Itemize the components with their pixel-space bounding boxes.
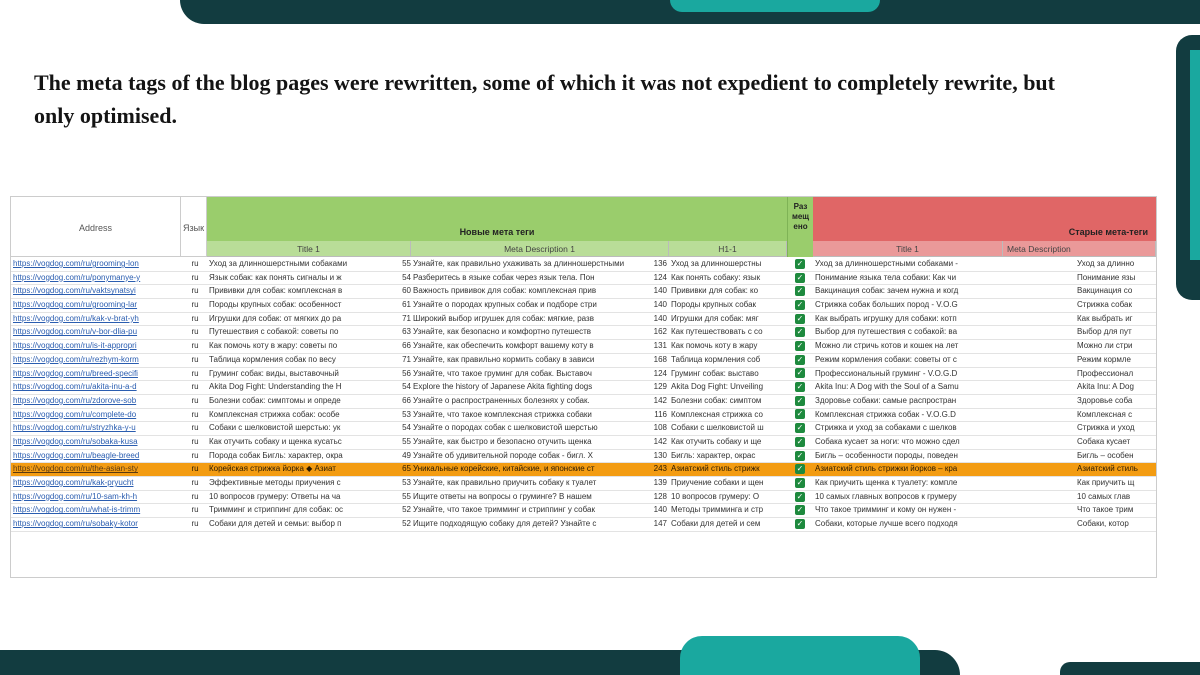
checkbox-checked-icon[interactable]: ✓ [796,313,804,323]
header-old-meta: Старые мета-теги [813,197,1156,241]
cell-meta-desc-old: Akita Inu: A Dog [1077,382,1134,392]
cell-title-old: Можно ли стричь котов и кошек на лет [815,341,959,351]
cell-desc-length: 140 [653,286,667,296]
table-row [11,491,1156,505]
cell-title-new: Корейская стрижка йорка ◆ Азиат [209,464,336,474]
cell-meta-desc-new: Узнайте о распространенных болезнях у собак. [413,395,590,405]
cell-title-old: Стрижка и уход за собаками с шелков [815,423,957,433]
cell-lang: ru [191,259,199,268]
cell-address[interactable]: https://vogdog.com/ru/breed-specifi [13,368,138,378]
cell-lang: ru [191,368,199,378]
cell-placed-check[interactable] [787,313,813,326]
table-row [11,368,1156,382]
cell-meta-desc-new: Ищите подходящую собаку для детей? Узнайте с [413,519,597,529]
cell-lang: ru [191,286,199,296]
cell-title-old: 10 самых главных вопросов к грумеру [815,491,957,501]
cell-address[interactable]: https://vogdog.com/ru/is-it-appropri [13,341,137,351]
table-row [11,422,1156,436]
cell-meta-desc-new: Разберитесь в языке собак через язык тела. Пон [413,272,595,282]
table-row [11,409,1156,423]
cell-title-old: Вакцинация собак: зачем нужна и когд [815,286,959,296]
cell-desc-length: 140 [653,300,667,310]
cell-title-new: Таблица кормления собак по весу [209,354,336,364]
cell-title-length: 55 [402,259,411,268]
right-decor-accent [1190,50,1200,260]
cell-address[interactable]: https://vogdog.com/ru/stryzhka-y-u [13,423,136,433]
cell-meta-desc-new: Узнайте, как обеспечить комфорт вашему коту в [413,341,594,351]
cell-desc-length: 128 [653,491,667,501]
cell-placed-check[interactable] [787,381,813,394]
cell-placed-check[interactable] [787,518,813,531]
cell-address[interactable]: https://vogdog.com/ru/sobaka-kusa [13,436,138,446]
cell-title-new: Прививки для собак: комплексная в [209,286,343,296]
cell-title-new: Эффективные методы приучения с [209,478,341,487]
cell-lang: ru [191,450,199,460]
cell-title-length: 61 [402,300,411,310]
cell-h1: Методы тримминга и стр [671,505,764,515]
cell-meta-desc-old: Выбор для пут [1077,327,1132,337]
cell-placed-check[interactable] [787,491,813,504]
cell-meta-desc-old: 10 самых глав [1077,491,1131,501]
cell-title-old: Как выбрать игрушку для собаки: котп [815,313,957,323]
cell-meta-desc-old: Вакцинация со [1077,286,1133,296]
cell-placed-check[interactable] [787,299,813,312]
subheader-h1: H1-1 [669,241,787,257]
cell-lang: ru [191,491,199,501]
cell-desc-length: 147 [653,519,667,529]
cell-meta-desc-old: Азиатский стиль [1077,464,1138,474]
cell-placed-check[interactable] [787,409,813,422]
cell-lang: ru [191,519,199,529]
checkbox-checked-icon[interactable]: ✓ [796,258,804,268]
cell-title-old: Собаки, которые лучше всего подходя [815,519,958,529]
checkbox-checked-icon[interactable]: ✓ [796,477,804,487]
cell-lang: ru [191,505,199,515]
cell-desc-length: 142 [653,436,667,446]
cell-meta-desc-new: Важность прививок для собак: комплексная прив [413,286,597,296]
checkbox-checked-icon[interactable]: ✓ [796,491,804,501]
cell-desc-length: 168 [653,354,667,364]
cell-h1: Уход за длинношерстны [671,259,762,268]
subheader-meta-desc-old: Meta Description [1003,241,1156,257]
cell-title-new: Болезни собак: симптомы и опреде [209,395,341,405]
cell-meta-desc-old: Профессионал [1077,368,1134,378]
cell-lang: ru [191,382,199,392]
cell-meta-desc-old: Уход за длинно [1077,259,1135,268]
cell-h1: Как понять собаку: язык [671,272,761,282]
checkbox-checked-icon[interactable]: ✓ [796,450,804,460]
cell-address[interactable]: https://vogdog.com/ru/rezhym-korm [13,354,139,364]
header-address: Address [11,197,181,257]
checkbox-checked-icon[interactable]: ✓ [796,368,804,378]
headline: The meta tags of the blog pages were rewritten, some of which it was not expedient to completely rewrite, but only optimised. [34,70,1055,128]
cell-h1: Игрушки для собак: мяг [671,313,759,323]
cell-title-length: 71 [402,313,411,323]
cell-placed-check[interactable] [787,354,813,367]
cell-lang: ru [191,436,199,446]
bottom-decor-accent [680,636,920,675]
table-row [11,326,1156,340]
cell-title-length: 63 [402,327,411,337]
table-row [11,299,1156,313]
subheader-meta-desc-new: Meta Description 1 [411,241,669,257]
cell-h1: Как путешествовать с со [671,327,763,337]
cell-h1: Собаки с шелковистой ш [671,423,764,433]
cell-meta-desc-new: Узнайте о породах собак с шелковистой шерстью [413,423,598,433]
cell-meta-desc-old: Здоровье соба [1077,395,1133,405]
cell-h1: Комплексная стрижка со [671,409,763,419]
table-row [11,258,1156,272]
table-row [11,285,1156,299]
cell-desc-length: 129 [653,382,667,392]
table-row [11,436,1156,450]
cell-title-old: Здоровье собаки: самые распростран [815,395,957,405]
cell-title-new: Тримминг и стриппинг для собак: ос [209,505,344,515]
cell-address[interactable]: https://vogdog.com/ru/v-bor-dlia-pu [13,327,138,337]
cell-title-length: 49 [402,450,411,460]
cell-meta-desc-new: Ищите ответы на вопросы о груминге? В нашем [413,491,592,501]
cell-lang: ru [191,409,199,419]
cell-placed-check[interactable] [787,450,813,463]
cell-title-old: Собака кусает за ноги: что можно сдел [815,436,960,446]
cell-h1: 10 вопросов грумеру: О [671,491,760,501]
header-new-meta: Новые мета теги [207,197,787,241]
cell-desc-length: 116 [654,409,667,419]
bottom-right-decor-bar [1060,662,1200,675]
cell-desc-length: 124 [653,368,667,378]
cell-meta-desc-old: Как выбрать иг [1077,313,1133,323]
cell-title-length: 55 [402,491,411,501]
table-row [11,477,1156,491]
cell-title-length: 54 [402,272,411,282]
cell-meta-desc-old: Собака кусает [1077,436,1131,446]
table-row [11,313,1156,327]
cell-address[interactable]: https://vogdog.com/ru/sobaky-kotor [13,519,138,529]
cell-meta-desc-old: Как приучить щ [1077,478,1135,487]
cell-title-length: 66 [402,395,411,405]
cell-title-old: Akita Inu: A Dog with the Soul of a Samu [815,382,959,392]
spreadsheet-screenshot [10,196,1157,578]
cell-title-old: Комплексная стрижка собак - V.O.G.D [815,409,956,419]
cell-title-old: Режим кормления собаки: советы от с [815,354,957,364]
cell-meta-desc-old: Стрижка и уход [1077,423,1135,433]
cell-h1: Груминг собак: выставо [671,368,759,378]
cell-address[interactable]: https://vogdog.com/ru/akita-inu-a-d [13,382,137,392]
cell-h1: Болезни собак: симптом [671,395,762,405]
table-body [11,258,1156,532]
cell-address[interactable]: https://vogdog.com/ru/zdorove-sob [13,395,137,405]
cell-meta-desc-new: Узнайте, как правильно ухаживать за длинношерстными [413,259,625,268]
cell-desc-length: 124 [653,272,667,282]
cell-title-old: Выбор для путешествия с собакой: ва [815,327,958,337]
table-row [11,354,1156,368]
table-row [11,340,1156,354]
cell-desc-length: 142 [653,395,667,405]
cell-title-new: Игрушки для собак: от мягких до ра [209,313,342,323]
cell-title-new: Как отучить собаку и щенка кусатьс [209,436,342,446]
cell-meta-desc-old: Собаки, котор [1077,519,1129,529]
subheader-title-new: Title 1 [207,241,411,257]
checkbox-checked-icon[interactable]: ✓ [796,436,804,446]
cell-address[interactable]: https://vogdog.com/ru/ponymanye-y [13,272,141,282]
cell-placed-check[interactable] [787,272,813,285]
cell-placed-check[interactable] [787,258,813,271]
cell-title-old: Понимание языка тела собаки: Как чи [815,272,957,282]
cell-title-length: 52 [402,519,411,529]
cell-lang: ru [191,395,199,405]
table-row [11,450,1156,464]
checkbox-checked-icon[interactable]: ✓ [796,341,804,351]
cell-desc-length: 108 [653,423,667,433]
cell-title-new: Akita Dog Fight: Understanding the H [209,382,342,392]
checkbox-checked-icon[interactable]: ✓ [796,423,804,433]
cell-title-old: Как приучить щенка к туалету: компле [815,478,958,487]
cell-title-length: 52 [402,505,411,515]
cell-meta-desc-new: Уникальные корейские, китайские, и японские ст [413,464,595,474]
cell-lang: ru [191,354,199,364]
cell-title-new: Как помочь коту в жару: советы по [209,341,338,351]
cell-lang: ru [191,478,199,487]
cell-placed-check[interactable] [787,504,813,517]
table-row [11,395,1156,409]
cell-placed-check[interactable] [787,368,813,381]
cell-placed-check[interactable] [787,436,813,449]
cell-meta-desc-old: Бигль – особен [1077,450,1134,460]
cell-meta-desc-new: Широкий выбор игрушек для собак: мягкие, разв [413,313,594,323]
cell-meta-desc-new: Узнайте, как правильно кормить собаку в зависи [413,354,595,364]
cell-lang: ru [191,327,199,337]
cell-h1: Прививки для собак: ко [671,286,759,296]
cell-meta-desc-old: Режим кормле [1077,354,1131,364]
cell-desc-length: 130 [653,450,667,460]
cell-h1: Таблица кормления соб [671,354,761,364]
cell-meta-desc-old: Понимание язы [1077,272,1136,282]
cell-title-new: Груминг собак: виды, выставочный [209,368,339,378]
cell-meta-desc-new: Узнайте, как безопасно и комфортно путешеств [413,327,592,337]
cell-meta-desc-old: Стрижка собак [1077,300,1132,310]
cell-address[interactable]: https://vogdog.com/ru/the-asian-sty [13,464,138,474]
cell-meta-desc-old: Комплексная с [1077,409,1133,419]
checkbox-checked-icon[interactable]: ✓ [796,464,804,474]
cell-lang: ru [191,313,199,323]
cell-title-length: 66 [402,341,411,351]
cell-title-new: Уход за длинношерстными собаками [209,259,348,268]
checkbox-checked-icon[interactable]: ✓ [796,382,804,392]
cell-title-new: Породы крупных собак: особенност [209,300,342,310]
table-row [11,381,1156,395]
cell-lang: ru [191,423,199,433]
cell-title-length: 53 [402,409,411,419]
cell-h1: Как помочь коту в жару [671,341,758,351]
cell-title-new: Язык собак: как понять сигналы и ж [209,272,342,282]
cell-title-new: Комплексная стрижка собак: особе [209,409,340,419]
cell-meta-desc-new: Узнайте, как быстро и безопасно отучить щенка [413,436,592,446]
subheader-title-old: Title 1 [813,241,1003,257]
table-row [11,272,1156,286]
cell-h1: Азиатский стиль стрижк [671,464,760,474]
cell-title-length: 65 [402,464,411,474]
header-placed: Раз мещ ено [787,197,813,257]
cell-meta-desc-new: Узнайте, что такое груминг для собак. Выставоч [413,368,592,378]
cell-address[interactable]: https://vogdog.com/ru/complete-do [13,409,137,419]
cell-title-length: 53 [402,478,411,487]
cell-title-length: 71 [402,354,411,364]
cell-placed-check[interactable] [787,326,813,339]
cell-title-old: Бигль – особенности породы, поведен [815,450,958,460]
checkbox-checked-icon[interactable]: ✓ [796,409,804,419]
cell-meta-desc-old: Можно ли стри [1077,341,1133,351]
cell-title-old: Уход за длинношерстными собаками - [815,259,958,268]
cell-title-new: Путешествия с собакой: советы по [209,327,339,337]
cell-desc-length: 136 [653,259,667,268]
cell-lang: ru [191,300,199,310]
cell-title-length: 60 [402,286,411,296]
checkbox-checked-icon[interactable]: ✓ [796,354,804,364]
cell-title-old: Азиатский стиль стрижки йорков – кра [815,464,958,474]
cell-meta-desc-new: Узнайте, что такое тримминг и стриппинг у собак [413,505,595,515]
checkbox-checked-icon[interactable]: ✓ [796,327,804,337]
top-decor-accent [670,0,880,12]
cell-lang: ru [191,272,199,282]
cell-title-old: Профессиональный груминг - V.O.G.D [815,368,958,378]
cell-desc-length: 243 [653,464,667,474]
cell-placed-check[interactable] [787,340,813,353]
cell-desc-length: 140 [653,313,667,323]
cell-title-length: 54 [402,382,411,392]
cell-address[interactable]: https://vogdog.com/ru/kak-pryucht [13,478,134,487]
cell-h1: Породы крупных собак [671,300,757,310]
cell-title-length: 56 [402,368,411,378]
cell-title-old: Что такое тримминг и кому он нужен - [815,505,957,515]
cell-title-new: 10 вопросов грумеру: Ответы на ча [209,491,341,501]
cell-h1: Как отучить собаку и ще [671,436,762,446]
cell-desc-length: 139 [653,478,667,487]
checkbox-checked-icon[interactable]: ✓ [796,272,804,282]
cell-address[interactable]: https://vogdog.com/ru/vaktsynatsyi [13,286,136,296]
cell-meta-desc-old: Что такое трим [1077,505,1134,515]
table-row [11,504,1156,518]
cell-title-new: Собаки для детей и семьи: выбор п [209,519,342,529]
cell-lang: ru [191,464,199,474]
cell-meta-desc-new: Узнайте об удивительной породе собак - бигл. Х [413,450,593,460]
cell-title-old: Стрижка собак больших пород - V.O.G [815,300,958,310]
cell-address[interactable]: https://vogdog.com/ru/kak-v-brat-yh [13,313,139,323]
table-row [11,518,1156,532]
cell-meta-desc-new: Explore the history of Japanese Akita fighting dogs [413,382,593,392]
cell-address[interactable]: https://vogdog.com/ru/beagle-breed [13,450,140,460]
cell-address[interactable]: https://vogdog.com/ru/grooming-lon [13,259,139,268]
cell-address[interactable]: https://vogdog.com/ru/10-sam-kh-h [13,491,138,501]
cell-placed-check[interactable] [787,285,813,298]
cell-placed-check[interactable] [787,463,813,476]
cell-h1: Akita Dog Fight: Unveiling [671,382,764,392]
cell-h1: Собаки для детей и сем [671,519,761,529]
cell-desc-length: 140 [653,505,667,515]
table-row [11,463,1156,477]
cell-placed-check[interactable] [787,395,813,408]
cell-desc-length: 162 [653,327,667,337]
cell-meta-desc-new: Узнайте о породах крупных собак и подборе стри [413,300,597,310]
header-lang: Язык [181,197,207,257]
cell-address[interactable]: https://vogdog.com/ru/grooming-lar [13,300,138,310]
checkbox-checked-icon[interactable]: ✓ [796,395,804,405]
cell-h1: Бигль: характер, окрас [671,450,756,460]
cell-title-length: 55 [402,436,411,446]
cell-meta-desc-new: Узнайте, что такое комплексная стрижка собаки [413,409,592,419]
cell-title-new: Порода собак Бигль: характер, окра [209,450,343,460]
cell-placed-check[interactable] [787,422,813,435]
checkbox-checked-icon[interactable]: ✓ [796,518,804,528]
cell-placed-check[interactable] [787,477,813,490]
cell-address[interactable]: https://vogdog.com/ru/what-is-trimm [13,505,141,515]
cell-h1: Приучение собаки и щен [671,478,764,487]
cell-lang: ru [191,341,199,351]
cell-meta-desc-new: Узнайте, как правильно приучить собаку к туалет [413,478,597,487]
checkbox-checked-icon[interactable]: ✓ [796,505,804,515]
cell-title-new: Собаки с шелковистой шерстью: ук [209,423,341,433]
checkbox-checked-icon[interactable]: ✓ [796,286,804,296]
checkbox-checked-icon[interactable]: ✓ [796,299,804,309]
cell-desc-length: 131 [653,341,667,351]
cell-title-length: 54 [402,423,411,433]
